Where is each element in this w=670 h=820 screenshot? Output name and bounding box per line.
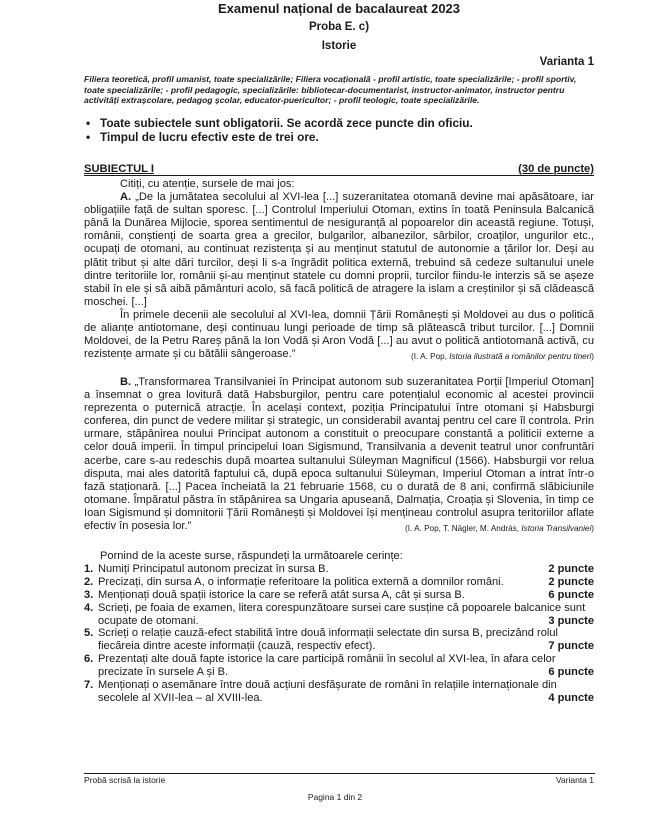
question-number: 6. <box>84 653 94 666</box>
question-body: Numiți Principatul autonom precizat în sursa B. <box>98 562 329 575</box>
question-item <box>84 653 594 679</box>
question-text <box>98 576 594 589</box>
filiera-text: Filiera teoretică, profil umanist, toate specializările; Filiera vocațională - profil artistic, toate specializările; - profil sportiv, toate specializările; - profil pedagogic, specializările: bibliotecar-documentarist, instructor-animator, instructor pentru activități extrașcolare, pedagog școlar, educator-puericultor; - profil teologic, toate specializările. <box>84 74 577 105</box>
question-number: 4. <box>84 601 94 614</box>
source-b-citation <box>369 522 594 535</box>
source-a-label: A. <box>120 191 132 204</box>
footer-right-text: Varianta 1 <box>555 775 594 785</box>
question-number: 1. <box>84 562 94 575</box>
question-points: 2 puncte <box>548 575 594 588</box>
source-b-block <box>84 376 594 535</box>
question-points: 6 puncte <box>548 666 594 679</box>
question-body: Prezentați alte două fapte istorice la care participă românii în secolul al XVI-lea, în afara celor precizate în sursele A și B. <box>98 653 556 679</box>
citation-author: (I. A. Pop, T. Nägler, M. András, <box>404 524 522 534</box>
question-points: 2 puncte <box>548 562 594 575</box>
question-text <box>98 602 594 628</box>
question-item <box>84 627 594 653</box>
citation-end: ) <box>591 524 594 534</box>
questions-block <box>84 550 594 705</box>
section-title: SUBIECTUL I <box>84 163 155 175</box>
question-number: 3. <box>84 588 94 601</box>
question-number: 7. <box>84 679 94 692</box>
question-body: Menționați două spații istorice la care se referă atât sursa A, cât și sursa B. <box>98 588 465 601</box>
section-header <box>84 163 594 176</box>
question-item <box>84 602 594 628</box>
source-a-text-1: „De la jumătatea secolului al XVI-lea [...] suzeranitatea otomană devine mai apăsătoare, iar obligațiile față de sultan sporesc. [...] Controlul Imperiului Otoman, extins în toată Peninsula Balcanică până la Dunărea Mijlocie, sporea sentimentul de nesiguranță al popoarelor din această regiune. Totuși, românii, conștienți de soarta grea a grecilor, bulgarilor, albanezilor, sârbilor, croaților, ungurilor etc., ocupați de otomani, au continuat rezistența și au menținut statutul de autonomie a țărilor lor. Deși au plătit tribut și alte dări turcilor, deși li s-a îngrădit politica externă, trebuind să cedeze sultanului unele dintre teritoriile lor, românii și-au menținut statele cu domni proprii, turcilor fiindu-le interzis să se așeze stabil în ele și să aibă pământuri acolo, să facă politică de atragere la islam a creștinilor și să clădească moschei. [...] <box>84 191 594 308</box>
question-points: 4 puncte <box>548 691 594 704</box>
exam-subject: Istorie <box>321 40 357 52</box>
question-body: Scrieți o relație cauză-efect stabilită între două informații selectate din sursa B, precizând rolul fiecăreia dintre aceste informații (cauză, respectiv efect). <box>98 627 559 653</box>
source-b-text: „Transformarea Transilvaniei în Principat autonom sub suzeranitatea Porții [Imperiul Otoman] a însemnat o grea lovitură dată Habsburgilor, pentru care potențialul economic al acestei provincii reprezenta o puternică atracție. În același context, poziția Principatului între otomani și Habsburgi conferea, din punct de vedere militar și strategic, un considerabil avantaj pentru cel care îl controla. Prin urmare, stăpânirea noului Principat autonom a constituit o preocupare constantă a politicii externe a celor două imperii. În timpul principelui Ioan Sigismund, Transilvania a devenit teatrul unor confruntări acerbe, care s-au redeschis după moartea sultanului Süleyman Magnificul (1566). Habsburgii vor relua disputa, mai ales datorită faptului că, după epoca sultanului Süleyman, Imperiul Otoman a intrat într-o fază staționară. [...] Pacea încheiată la 21 februarie 1568, cu o durată de 8 ani, confirmă slăbiciunile otomane. Împăratul păstra în stăpânirea sa Ungaria apuseană, Dalmația, Croația și Slovenia, în timp ce Ioan Sigismund și domnitorii Țării Românești și Moldovei își mențineau controlul asupra teritoriilor aflate efectiv în posesia lor.” <box>84 376 594 533</box>
question-item <box>84 589 594 602</box>
question-points: 7 puncte <box>548 640 594 653</box>
footer-left-text: Probă scrisă la istorie <box>84 775 166 785</box>
question-points: 3 puncte <box>548 614 594 627</box>
question-body: Menționați o asemănare între două acțiuni desfășurate de români în relațiile internaționale din secolele al XVII-lea – al XVIII-lea. <box>98 679 557 704</box>
source-a-block <box>84 178 594 363</box>
source-a-paragraph-1 <box>84 191 594 309</box>
question-text <box>98 653 594 679</box>
source-a-text-2: În primele decenii ale secolului al XVI-lea, domnii Țării Românești și Moldovei au dus o politică de alianțe antiotomane, deși continuau lungi perioade de timp să plătească tribut turcilor. [...] Domnii Moldovei, de la Petru Rareș până la Ion Vodă și Aron Vodă [...] au avut o politică antiotomană activă, cu rezistențe armate și cu bătălii sângeroase.” <box>84 308 594 361</box>
question-number: 2. <box>84 575 94 588</box>
rule-item: • Timpul de lucru efectiv este de trei ore. <box>84 130 594 144</box>
citation-end: ) <box>591 352 594 362</box>
source-b-label: B. <box>120 376 132 388</box>
question-body: Precizați, din sursa A, o informație referitoare la politica externă a domnilor români. <box>98 575 504 588</box>
exam-subtitle: Proba E. c) <box>308 21 370 33</box>
question-text <box>98 679 594 705</box>
sources-intro: Citiți, cu atenție, sursele de mai jos: <box>120 178 295 190</box>
question-item <box>84 679 594 705</box>
question-text <box>98 589 594 602</box>
question-item <box>84 576 594 589</box>
question-text <box>98 627 594 653</box>
source-b-paragraph <box>84 376 594 533</box>
citation-title: Istoria ilustrată a românilor pentru tineri <box>449 352 592 362</box>
question-item <box>84 563 594 576</box>
question-number: 5. <box>84 627 94 640</box>
question-body: Scrieți, pe foaia de examen, litera corespunzătoare sursei care susține că popoarele balcanice sunt ocupate de otomani. <box>98 601 586 627</box>
citation-title: Istoria Transilvaniei <box>521 524 592 534</box>
question-points: 6 puncte <box>548 588 594 601</box>
footer-divider <box>84 773 595 774</box>
citation-author: (I. A. Pop, <box>411 352 450 362</box>
source-a-paragraph-2 <box>84 309 594 361</box>
rule-item: • Toate subiectele sunt obligatorii. Se acordă zece puncte din oficiu. <box>84 116 594 130</box>
page-number: Pagina 1 din 2 <box>307 792 363 802</box>
questions-intro: Pornind de la aceste surse, răspundeți la următoarele cerințe: <box>100 550 403 562</box>
exam-title: Examenul național de bacalaureat 2023 <box>217 1 461 16</box>
source-a-citation <box>375 350 594 363</box>
question-text <box>98 563 594 576</box>
section-points: (30 de puncte) <box>518 163 594 175</box>
rules-list <box>84 116 594 144</box>
variant-label: Varianta 1 <box>539 56 594 68</box>
